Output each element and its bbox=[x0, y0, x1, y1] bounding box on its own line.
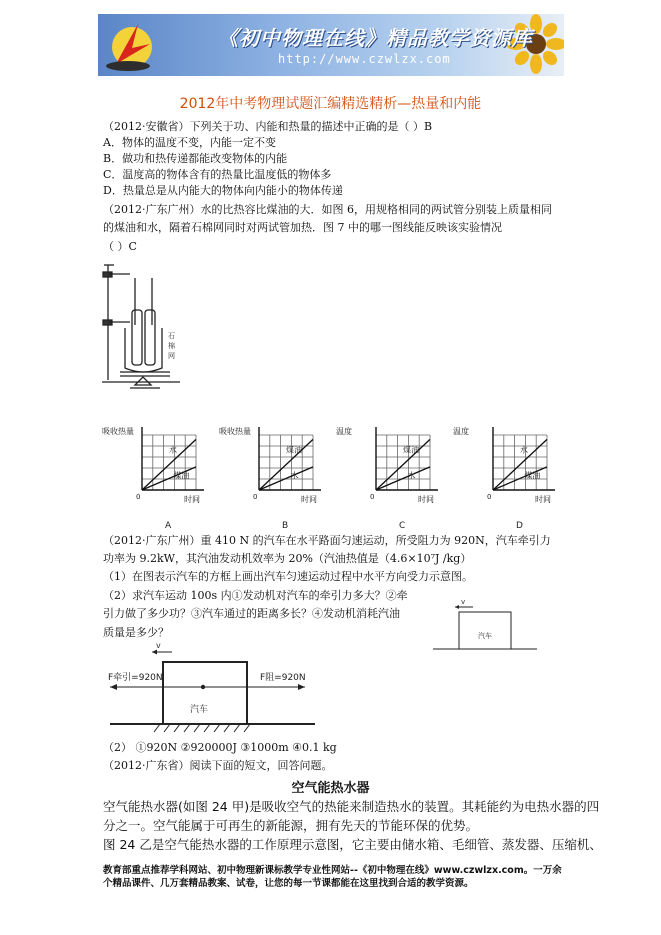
force-resist-label: F阻=920N bbox=[260, 673, 306, 683]
q3-line-1: （2012·广东广州）重 410 N 的汽车在水平路面匀速运动，所受阻力为 920N，汽车牵引力 bbox=[103, 534, 551, 547]
small-car-figure bbox=[425, 595, 545, 655]
graph-upper-series-label: 煤油 bbox=[403, 445, 419, 455]
q3-line-6: 质量是多少？ bbox=[103, 626, 169, 639]
small-fig-v: v bbox=[461, 598, 466, 606]
graph-upper-series-label: 水 bbox=[520, 445, 528, 455]
graph-origin-label: 0 bbox=[136, 493, 141, 501]
footer-line-2: 个精品课件、几万套精品教案、试卷，让您的每一节课都能在这里找到合适的教学资源。 bbox=[103, 878, 474, 889]
force-pull-label: F牵引=920N bbox=[108, 673, 163, 683]
graph-a bbox=[102, 426, 204, 531]
q4-heading: 空气能热水器 bbox=[291, 781, 370, 796]
graph-letter: D bbox=[516, 521, 523, 531]
q2-line-2: 的煤油和水，隔着石棉网同时对两试管加热．图 7 中的哪一图线能反映该实验情况 bbox=[103, 221, 502, 234]
q3-line-5: 引力做了多少功？③汽车通过的距离多长？④发动机消耗汽油 bbox=[103, 607, 400, 620]
graph-letter: C bbox=[399, 521, 406, 531]
small-fig-car: 汽车 bbox=[478, 632, 492, 640]
series-line-lower bbox=[259, 467, 313, 490]
svg-text:石: 石 bbox=[168, 332, 175, 340]
graph-lower-series-label: 煤油 bbox=[173, 470, 190, 480]
q2-line-1: （2012·广东广州）水的比热容比煤油的大．如图 6，用规格相同的两试管分别装上质量相同 bbox=[103, 203, 552, 216]
graph-lower-series-label: 煤油 bbox=[524, 470, 541, 480]
big-fig-car: 汽车 bbox=[190, 705, 209, 715]
heating-apparatus-figure bbox=[100, 260, 195, 395]
banner-url[interactable]: http://www.czwlzx.com bbox=[278, 52, 451, 66]
q1-option-c: C．温度高的物体含有的热量比温度低的物体多 bbox=[103, 168, 332, 181]
svg-text:棉: 棉 bbox=[168, 342, 175, 350]
graph-origin-label: 0 bbox=[370, 493, 375, 501]
graph-letter: B bbox=[282, 521, 289, 531]
graph-y-label: 温度 bbox=[336, 427, 352, 436]
graph-x-label: 时间 bbox=[184, 495, 200, 504]
graph-y-label: 吸收热量 bbox=[219, 427, 251, 436]
q4-para-3: 图 24 乙是空气能热水器的工作原理示意图，它主要由储水箱、毛细管、蒸发器、压缩机、 bbox=[103, 837, 602, 852]
graphs-figure bbox=[100, 415, 560, 533]
q4-stem: （2012·广东省）阅读下面的短文，回答问题。 bbox=[103, 759, 333, 772]
site-logo-icon bbox=[98, 14, 198, 76]
q4-para-2: 分之一。空气能属于可再生的新能源，拥有先天的节能环保的优势。 bbox=[103, 818, 479, 833]
svg-text:网: 网 bbox=[168, 352, 175, 360]
q3-answer: （2） ①920N ②920000J ③1000m ④0.1 kg bbox=[103, 741, 337, 754]
graph-lower-series-label: 水 bbox=[407, 470, 416, 480]
graph-y-label: 温度 bbox=[453, 427, 469, 436]
ground-hatch bbox=[154, 724, 250, 732]
q1-stem: （2012·安徽省）下列关于功、内能和热量的描述中正确的是（ ）B bbox=[103, 120, 433, 133]
graph-x-label: 时间 bbox=[418, 495, 434, 504]
car-force-diagram bbox=[100, 640, 420, 735]
q3-line-3: （1）在图表示汽车的方框上画出汽车匀速运动过程中水平方向受力示意图。 bbox=[103, 570, 473, 583]
graph-origin-label: 0 bbox=[487, 493, 492, 501]
big-fig-v: v bbox=[156, 641, 161, 650]
q3-line-2: 功率为 9.2kW，其汽油发动机效率为 20%（汽油热值是（4.6×10⁷J /kg） bbox=[103, 552, 472, 565]
series-line-lower bbox=[376, 467, 430, 490]
q3-line-4: （2）求汽车运动 100s 内①发动机对汽车的牵引力多大？②牵 bbox=[103, 589, 408, 602]
graph-x-label: 时间 bbox=[301, 495, 317, 504]
graph-x-label: 时间 bbox=[535, 495, 551, 504]
q1-option-b: B．做功和热传递都能改变物体的内能 bbox=[103, 152, 288, 165]
graph-lower-series-label: 水 bbox=[290, 470, 299, 480]
graph-d bbox=[453, 426, 555, 531]
graph-c bbox=[336, 426, 438, 531]
graph-y-label: 吸收热量 bbox=[102, 427, 134, 436]
graph-upper-series-label: 煤油 bbox=[286, 445, 302, 455]
q1-option-a: A．物体的温度不变，内能一定不变 bbox=[103, 136, 276, 149]
graph-origin-label: 0 bbox=[253, 493, 258, 501]
graph-b bbox=[219, 426, 321, 531]
site-banner bbox=[98, 14, 564, 76]
q1-option-d: D．热量总是从内能大的物体向内能小的物体传递 bbox=[103, 184, 343, 197]
banner-title: 《初中物理在线》精品教学资源库 bbox=[218, 26, 533, 50]
q2-line-3: （ ）C bbox=[103, 240, 137, 253]
graph-upper-series-label: 水 bbox=[169, 445, 177, 455]
page-title: 2012年中考物理试题汇编精选精析—热量和内能 bbox=[179, 96, 482, 112]
footer-line-1: 教育部重点推荐学科网站、初中物理新课标教学专业性网站--《初中物理在线》www.czwlzx.com。一万余 bbox=[103, 865, 562, 876]
graph-letter: A bbox=[165, 521, 172, 531]
q4-para-1: 空气能热水器(如图 24 甲)是吸收空气的热能来制造热水的装置。其耗能约为电热水器的四 bbox=[103, 799, 600, 814]
